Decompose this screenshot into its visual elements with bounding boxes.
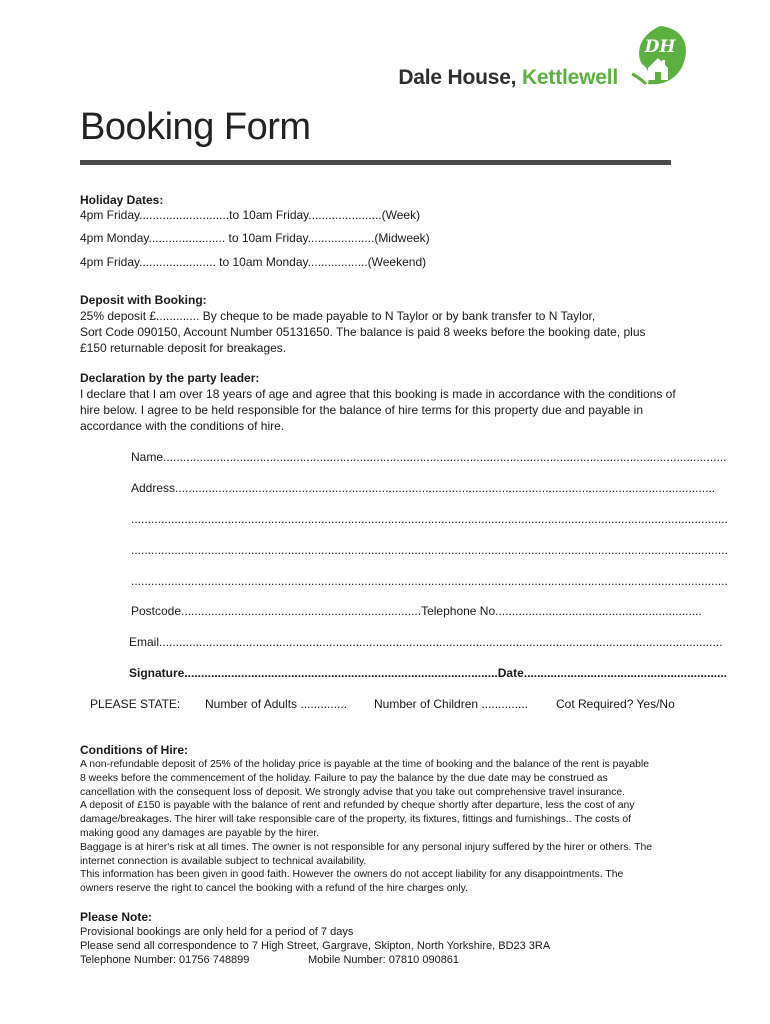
please-state-label: PLEASE STATE:	[90, 697, 181, 711]
declaration-line: hire below. I agree to be held responsible for the balance of hire terms for this property due and payable in	[80, 403, 644, 417]
signature-date-field[interactable]: Signature..............................................................................................Date.............................................................	[129, 666, 728, 680]
name-field[interactable]: Name.........................................................................................................................................................................	[131, 450, 727, 464]
brand-name	[398, 66, 618, 90]
conditions-line: 8 weeks before the commencement of the holiday. Failure to pay the balance by the due date may be construed as	[80, 772, 608, 784]
conditions-line: cancellation with the consequent loss of deposit. We strongly advise that you take out comprehensive travel insurance.	[80, 786, 626, 798]
email-field[interactable]: Email.........................................................................................................................................................................	[129, 635, 723, 649]
provisional-bookings-note: Provisional bookings are only held for a period of 7 days	[80, 926, 354, 938]
holiday-midweek-line[interactable]: 4pm Monday....................... to 10am Friday....................(Midweek)	[80, 231, 430, 245]
conditions-line: owners reserve the right to cancel the booking with a refund of the hire charges only.	[80, 883, 468, 895]
conditions-line: making good any damages are payable by the hirer.	[80, 827, 320, 839]
deposit-heading: Deposit with Booking:	[80, 293, 207, 307]
address-field[interactable]: Address..................................................................................................................................................................	[131, 481, 716, 495]
conditions-line: damage/breakages. The hirer will take responsible care of the property, its fixtures, fittings and furnishings.. The costs of	[80, 814, 631, 826]
correspondence-address: Please send all correspondence to 7 High Street, Gargrave, Skipton, North Yorkshire, BD23 3RA	[80, 940, 551, 952]
title-divider	[80, 160, 671, 165]
page-title: Booking Form	[80, 106, 311, 148]
conditions-line: This information has been given in good faith. However the owners do not accept liability for any disappointments. The	[80, 869, 624, 881]
postcode-telephone-field[interactable]: Postcode........................................................................Telephone No..............................................................	[131, 604, 702, 618]
deposit-line: £150 returnable deposit for breakages.	[80, 341, 287, 355]
deposit-text	[80, 308, 690, 356]
brand-place: Kettlewell	[521, 66, 618, 89]
holiday-dates-heading: Holiday Dates:	[80, 193, 164, 207]
dale-house-logo-icon	[626, 24, 690, 90]
declaration-heading: Declaration by the party leader:	[80, 371, 260, 385]
number-of-adults-field[interactable]: Number of Adults ..............	[205, 697, 348, 711]
holiday-week-line[interactable]: 4pm Friday...........................to 10am Friday......................(Week)	[80, 208, 421, 222]
declaration-text	[80, 386, 690, 434]
cot-required-field[interactable]: Cot Required? Yes/No	[556, 697, 675, 711]
conditions-line: internet connection is available subject to technical availability.	[80, 855, 367, 867]
holiday-weekend-line[interactable]: 4pm Friday....................... to 10am Monday..................(Weekend)	[80, 255, 427, 269]
conditions-line: Baggage is at hirer's risk at all times. The owner is not responsible for any personal injury suffered by the hirer or others. The	[80, 841, 653, 853]
address-line-4-field[interactable]: ...................................................................................................................................................................................	[131, 574, 728, 588]
deposit-line[interactable]: 25% deposit £............. By cheque to be made payable to N Taylor or by bank transfer to N Taylor,	[80, 309, 596, 323]
brand-name-main: Dale House,	[398, 66, 522, 89]
conditions-line: A non-refundable deposit of 25% of the holiday price is payable at the time of booking and the balance of the rent is payable	[80, 759, 649, 770]
conditions-text	[80, 758, 690, 896]
please-note-heading: Please Note:	[80, 910, 153, 924]
address-line-3-field[interactable]: ...................................................................................................................................................................................	[131, 543, 728, 557]
declaration-line: accordance with the conditions of hire.	[80, 419, 285, 433]
conditions-line: A deposit of £150 is payable with the balance of rent and refunded by cheque shortly after departure, less the cost of any	[80, 800, 635, 812]
deposit-line: Sort Code 090150, Account Number 05131650. The balance is paid 8 weeks before the booking date, plus	[80, 325, 646, 339]
declaration-line: I declare that I am over 18 years of age and agree that this booking is made in accordance with the conditions of	[80, 387, 676, 401]
telephone-number: Telephone Number: 01756 748899	[80, 954, 250, 966]
mobile-number: Mobile Number: 07810 090861	[308, 954, 460, 966]
address-line-2-field[interactable]: ...................................................................................................................................................................................	[131, 512, 728, 526]
logo-initials: DH	[644, 37, 676, 57]
number-of-children-field[interactable]: Number of Children ..............	[374, 697, 529, 711]
conditions-heading: Conditions of Hire:	[80, 743, 188, 757]
